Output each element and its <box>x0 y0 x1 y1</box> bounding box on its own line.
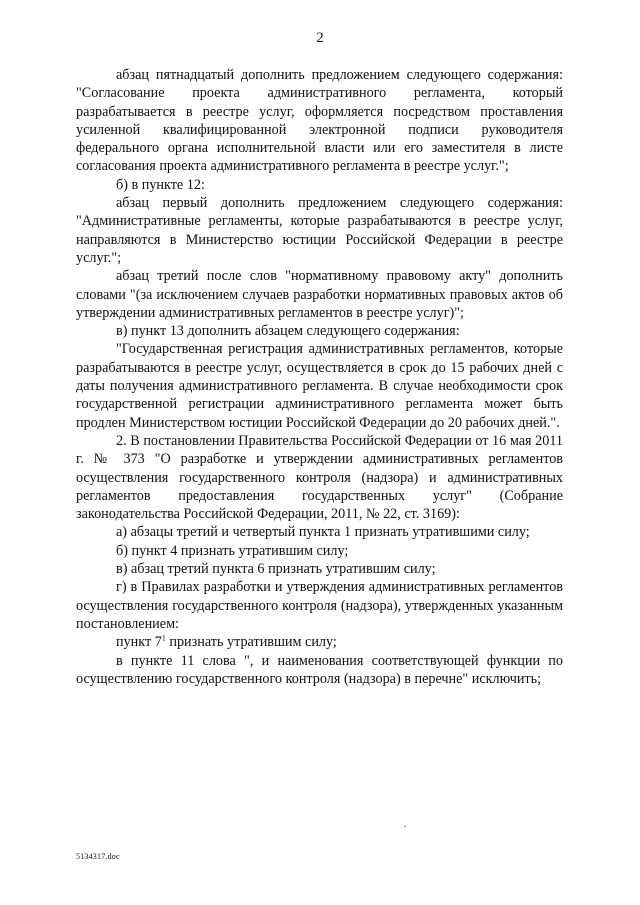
paragraph-point-13: в) пункт 13 дополнить абзацем следующего содержания: <box>116 323 460 340</box>
paragraph-item-g: г) в Правилах разработки и утверждения административных регламентов осуществления государственного контроля (надзора), утвержденных указанным постановлением: <box>76 579 563 632</box>
paragraph-item-v: в) абзац третий пункта 6 признать утратившим силу; <box>116 561 436 578</box>
document-body <box>76 66 563 688</box>
paragraph-point-11: в пункте 11 слова ", и наименования соответствующей функции по осуществлению государственного контроля (надзора) в перечне" исключить; <box>76 652 563 687</box>
scan-speck <box>404 826 406 827</box>
footer-document-code: 5134317.doc <box>76 852 120 861</box>
paragraph-item-b: б) пункт 4 признать утратившим силу; <box>116 542 349 559</box>
point-7-prefix: пункт 7 <box>116 634 162 651</box>
paragraph-resolution-373: 2. В постановлении Правительства Российской Федерации от 16 мая 2011 г. № 373 "О разработке и утверждении административных регламентов осуществления государственного контроля (надзора) и административных регламентов предоставления государственных услуг" (Собрание законодательства Российской Федерации, 2011, № 22, ст. 3169): <box>76 432 563 523</box>
paragraph-point-12-first: абзац первый дополнить предложением следующего содержания: "Административные регламенты, которые разрабатываются в реестре услуг, направляются в Министерство юстиции Российской Федерации в реестре услуг."; <box>76 195 563 266</box>
page-number: 2 <box>316 30 324 46</box>
paragraph-amendment-15: абзац пятнадцатый дополнить предложением следующего содержания: "Согласование проекта административного регламента, который разрабатывается в реестре услуг, оформляется посредством проставления усиленной квалифицированной электронной подписи руководителя федерального органа исполнительной власти или его заместителя в листе согласования проекта административного регламента в реестре услуг."; <box>76 67 563 175</box>
paragraph-point-12-third: абзац третий после слов "нормативному правовому акту" дополнить словами "(за исключением случаев разработки нормативных правовых актов об утверждении административных регламентов в реестре услуг)"; <box>76 268 563 321</box>
point-7-suffix: признать утратившим силу; <box>165 634 337 651</box>
paragraph-point-7-1 <box>76 633 563 651</box>
paragraph-point-12: б) в пункте 12: <box>116 176 205 193</box>
paragraph-registration: "Государственная регистрация административных регламентов, которые разрабатываются в реестре услуг, осуществляется в срок до 15 рабочих дней с даты получения административного регламента. В случае необходимости срок государственной регистрации административного регламента может быть продлен Министерством юстиции Российской Федерации до 20 рабочих дней.". <box>76 341 563 431</box>
point-7-superscript: 1 <box>161 633 166 643</box>
paragraph-item-a: а) абзацы третий и четвертый пункта 1 признать утратившими силу; <box>116 524 530 541</box>
